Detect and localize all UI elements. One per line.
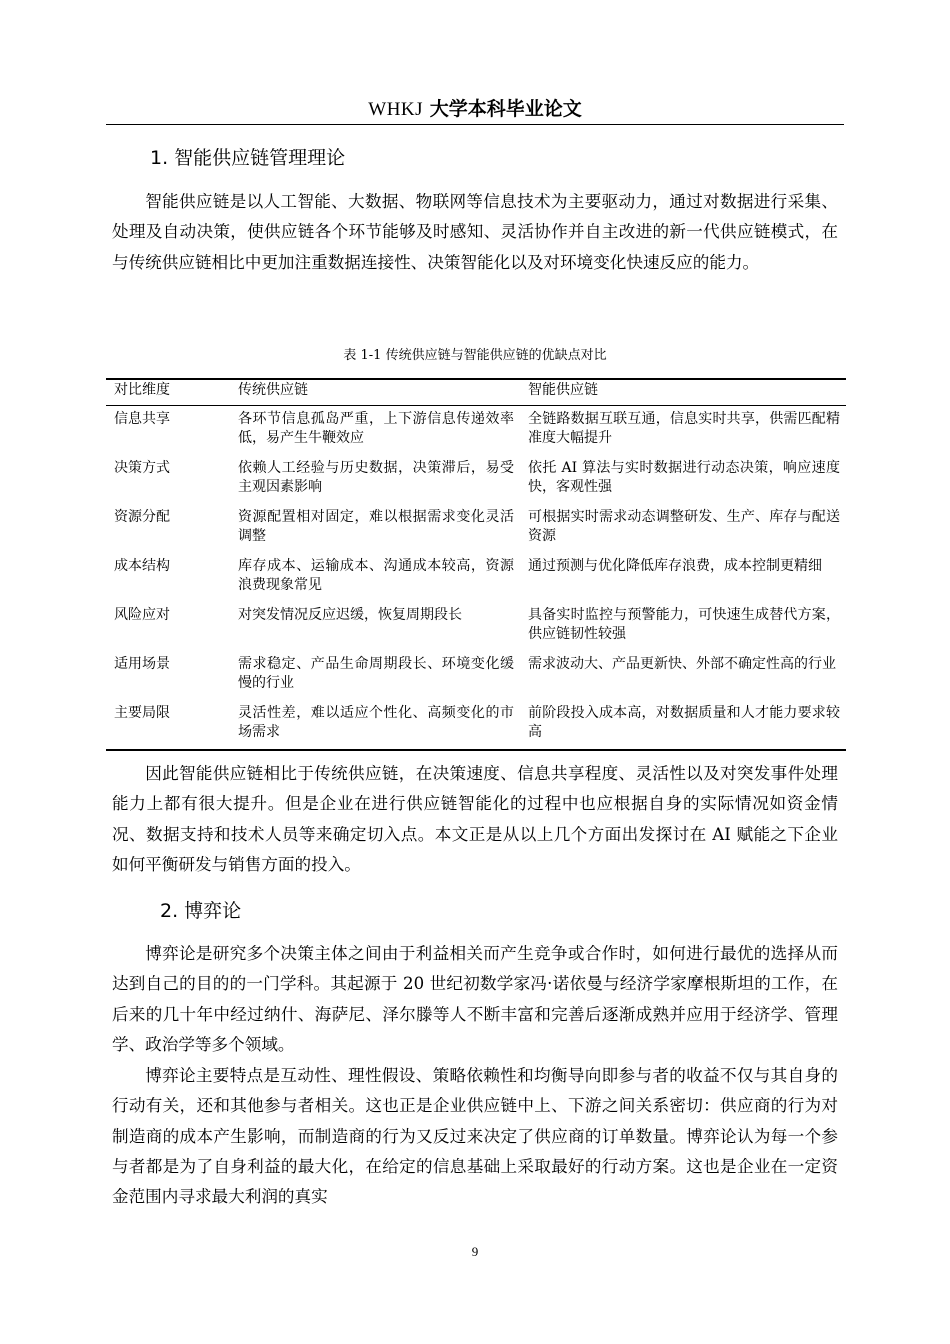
section2-paragraph-2: 博弈论主要特点是互动性、理性假设、策略依赖性和均衡导向即参与者的收益不仅与其自身的行动有关，还和其他参与者相关。这也正是企业供应链中上、下游之间关系密切：供应商的行为对制造商的成本产生影响，而制造商的行为又反过来决定了供应商的订单数量。博弈论认为每一个参与者都是为了自身利益的最大化，在给定的信息基础上采取最好的行动方案。这也是企业在一定资金范围内寻求最大利润的真实 bbox=[112, 1066, 838, 1207]
table-row bbox=[106, 700, 846, 750]
table-cell: 主要局限 bbox=[106, 700, 230, 750]
section2-heading: 2. 博弈论 bbox=[160, 900, 242, 922]
table-cell: 风险应对 bbox=[114, 607, 170, 623]
table-cell: 决策方式 bbox=[114, 460, 170, 476]
table-cell: 前阶段投入成本高，对数据质量和人才能力要求较高 bbox=[520, 700, 846, 750]
table-cell: 可根据实时需求动态调整研发、生产、库存与配送资源 bbox=[528, 509, 840, 544]
page-number: 9 bbox=[471, 1244, 479, 1259]
table-row bbox=[106, 553, 846, 602]
comparison-table bbox=[106, 378, 846, 751]
table-cell: 各环节信息孤岛严重，上下游信息传递效率低，易产生牛鞭效应 bbox=[238, 411, 514, 446]
table-cell: 依托 AI 算法与实时数据进行动态决策，响应速度快，客观性强 bbox=[528, 460, 840, 495]
table-caption: 表 1-1 传统供应链与智能供应链的优缺点对比 bbox=[343, 348, 607, 363]
table-header-row bbox=[106, 379, 846, 406]
table-row bbox=[106, 455, 846, 504]
table-cell: 具备实时监控与预警能力，可快速生成替代方案，供应链韧性较强 bbox=[528, 607, 840, 642]
table-cell: 通过预测与优化降低库存浪费，成本控制更精细 bbox=[528, 558, 822, 574]
header-abbr: WHKJ bbox=[368, 99, 424, 120]
page-header bbox=[106, 94, 844, 125]
table-cell: 需求稳定、产品生命周期段长、环境变化缓慢的行业 bbox=[238, 656, 514, 691]
table-header-cell: 智能供应链 bbox=[520, 379, 846, 406]
table-cell: 成本结构 bbox=[114, 558, 170, 574]
table-header-cell: 对比维度 bbox=[106, 379, 230, 406]
table-row bbox=[106, 406, 846, 456]
conclusion-paragraph: 因此智能供应链相比于传统供应链，在决策速度、信息共享程度、灵活性以及对突发事件处理能力上都有很大提升。但是企业在进行供应链智能化的过程中也应根据自身的实际情况如资金情况、数据支持和技术人员等来确定切入点。本文正是从以上几个方面出发探讨在 AI 赋能之下企业如何平衡研发与销售方面的投入。 bbox=[112, 764, 838, 874]
table-cell: 全链路数据互联互通，信息实时共享，供需匹配精准度大幅提升 bbox=[528, 411, 840, 446]
table-cell: 依赖人工经验与历史数据，决策滞后，易受主观因素影响 bbox=[238, 460, 514, 495]
header-title: 大学本科毕业论文 bbox=[429, 98, 582, 120]
table-cell: 灵活性差，难以适应个性化、高频变化的市场需求 bbox=[230, 700, 520, 750]
table-row bbox=[106, 602, 846, 651]
section1-heading: 1. 智能供应链管理理论 bbox=[150, 147, 346, 169]
table-header-cell: 传统供应链 bbox=[230, 379, 520, 406]
table-row bbox=[106, 651, 846, 700]
table-row bbox=[106, 504, 846, 553]
section1-paragraph: 智能供应链是以人工智能、大数据、物联网等信息技术为主要驱动力，通过对数据进行采集、处理及自动决策，使供应链各个环节能够及时感知、灵活协作并自主改进的新一代供应链模式，在与传统供应链相比中更加注重数据连接性、决策智能化以及对环境变化快速反应的能力。 bbox=[112, 192, 838, 272]
table-cell: 资源配置相对固定，难以根据需求变化灵活调整 bbox=[238, 509, 514, 544]
table-cell: 库存成本、运输成本、沟通成本较高，资源浪费现象常见 bbox=[238, 558, 514, 593]
section2-paragraph-1: 博弈论是研究多个决策主体之间由于利益相关而产生竞争或合作时，如何进行最优的选择从而达到自己的目的的一门学科。其起源于 20 世纪初数学家冯·诺依曼与经济学家摩根斯坦的工作，在后来的几十年中经过纳什、海萨尼、泽尔滕等人不断丰富和完善后逐渐成熟并应用于经济学、管理学、政治学等多个领域。 bbox=[112, 944, 838, 1054]
table-cell: 适用场景 bbox=[114, 656, 170, 672]
table-cell: 需求波动大、产品更新快、外部不确定性高的行业 bbox=[528, 656, 836, 672]
table-cell: 资源分配 bbox=[114, 509, 170, 525]
table-cell: 对突发情况反应迟缓，恢复周期段长 bbox=[238, 607, 462, 623]
table-cell: 信息共享 bbox=[114, 411, 170, 427]
